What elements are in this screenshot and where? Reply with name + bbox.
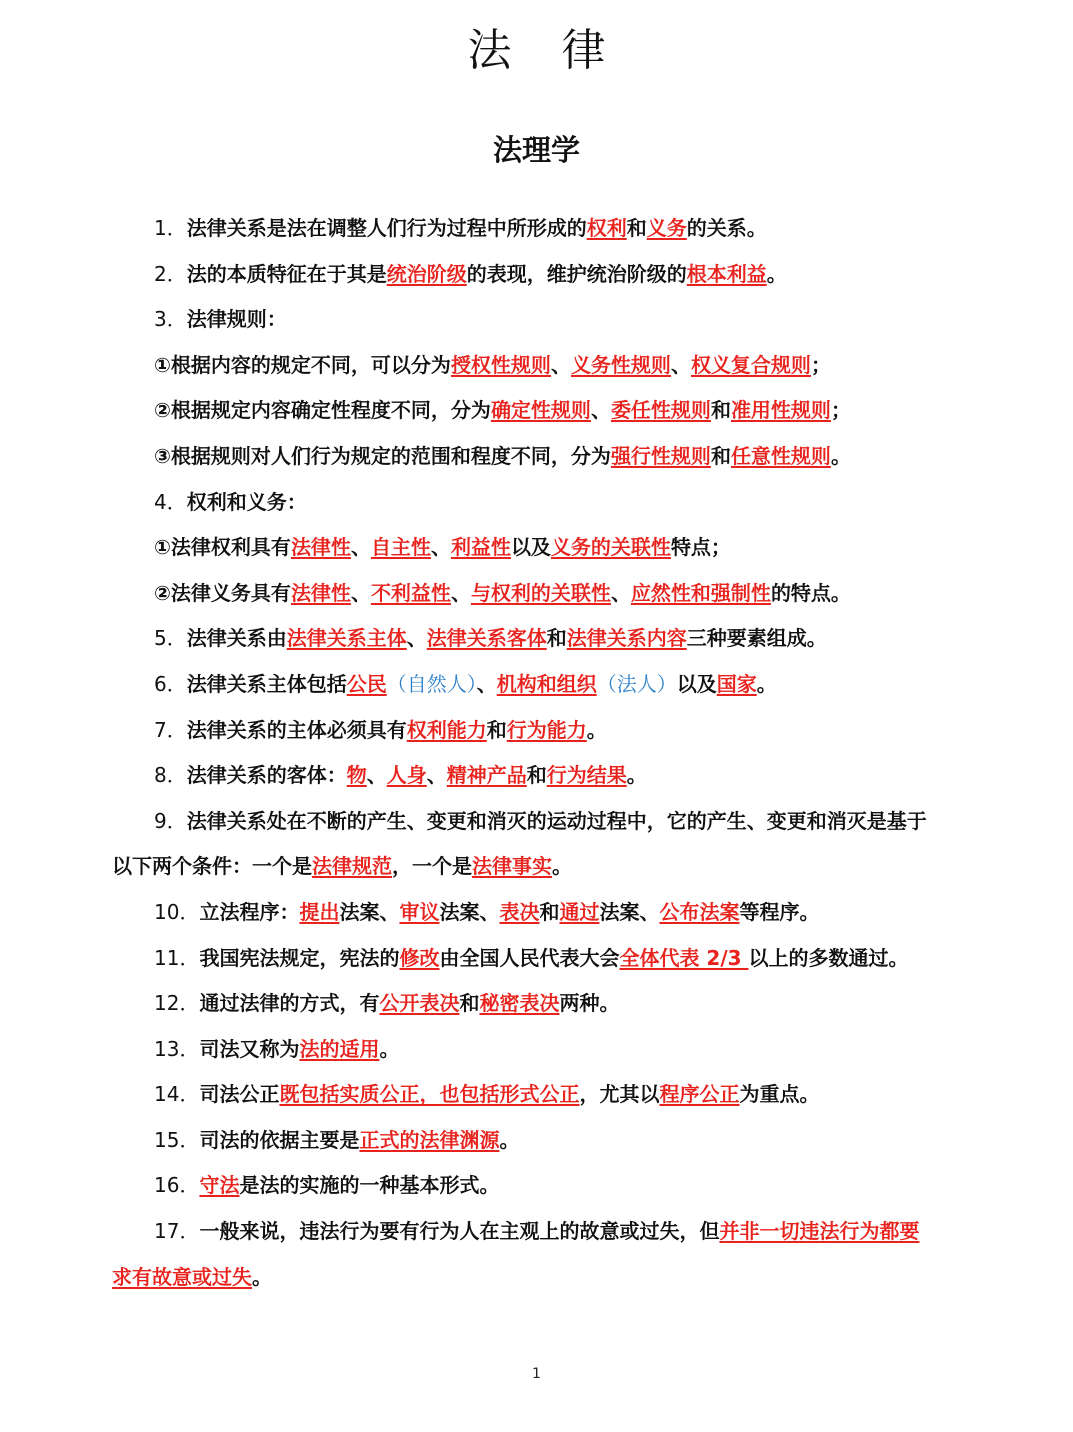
item-9: 9．法律关系处在不断的产生、变更和消灭的运动过程中，它的产生、变更和消灭是基于以下两个条件：一个是法律规范，一个是法律事实。 [112, 808, 927, 879]
item-4-sub-1: ①法律权利具有法律性、自主性、利益性以及义务的关联性特点； [154, 535, 731, 560]
item-2: 2．法的本质特征在于其是统治阶级的表现，维护统治阶级的根本利益。 [154, 261, 787, 286]
item-4-sub-2: ②法律义务具有法律性、不利益性、与权利的关联性、应然性和强制性的特点。 [154, 580, 851, 605]
section-title: 法理学 [492, 133, 580, 167]
item-11: 11．我国宪法规定，宪法的修改由全国人民代表大会全体代表 2/3 以上的多数通过。 [154, 945, 909, 970]
item-13: 13．司法又称为法的适用。 [154, 1036, 400, 1061]
item-3-sub-2: ②根据规定内容确定性程度不同，分为确定性规则、委任性规则和准用性规则； [154, 398, 851, 423]
item-6: 6．法律关系主体包括公民（自然人）、机构和组织（法人）以及国家。 [154, 671, 777, 696]
item-7: 7．法律关系的主体必须具有权利能力和行为能力。 [154, 717, 607, 742]
item-12: 12．通过法律的方式，有公开表决和秘密表决两种。 [154, 991, 620, 1016]
item-3-sub-3: ③根据规则对人们行为规定的范围和程度不同，分为强行性规则和任意性规则。 [154, 443, 851, 468]
document-title: 法 律 [467, 25, 624, 76]
item-16: 16．守法是法的实施的一种基本形式。 [154, 1173, 500, 1198]
item-5: 5．法律关系由法律关系主体、法律关系客体和法律关系内容三种要素组成。 [154, 626, 827, 651]
content-body [112, 206, 932, 1300]
item-17: 17．一般来说，违法行为要有行为人在主观上的故意或过失，但并非一切违法行为都要求有故意或过失。 [112, 1219, 920, 1289]
item-4: 4．权利和义务： [154, 489, 307, 514]
item-1: 1．法律关系是法在调整人们行为过程中所形成的权利和义务的关系。 [154, 216, 767, 240]
item-8: 8．法律关系的客体：物、人身、精神产品和行为结果。 [154, 763, 647, 788]
item-14: 14．司法公正既包括实质公正，也包括形式公正，尤其以程序公正为重点。 [154, 1082, 820, 1107]
item-3-sub-1: ①根据内容的规定不同，可以分为授权性规则、义务性规则、权义复合规则； [154, 352, 831, 377]
page-number: 1 [532, 1366, 541, 1382]
item-10: 10．立法程序：提出法案、审议法案、表决和通过法案、公布法案等程序。 [154, 899, 820, 924]
item-3: 3．法律规则： [154, 307, 287, 332]
item-15: 15．司法的依据主要是正式的法律渊源。 [154, 1127, 520, 1152]
